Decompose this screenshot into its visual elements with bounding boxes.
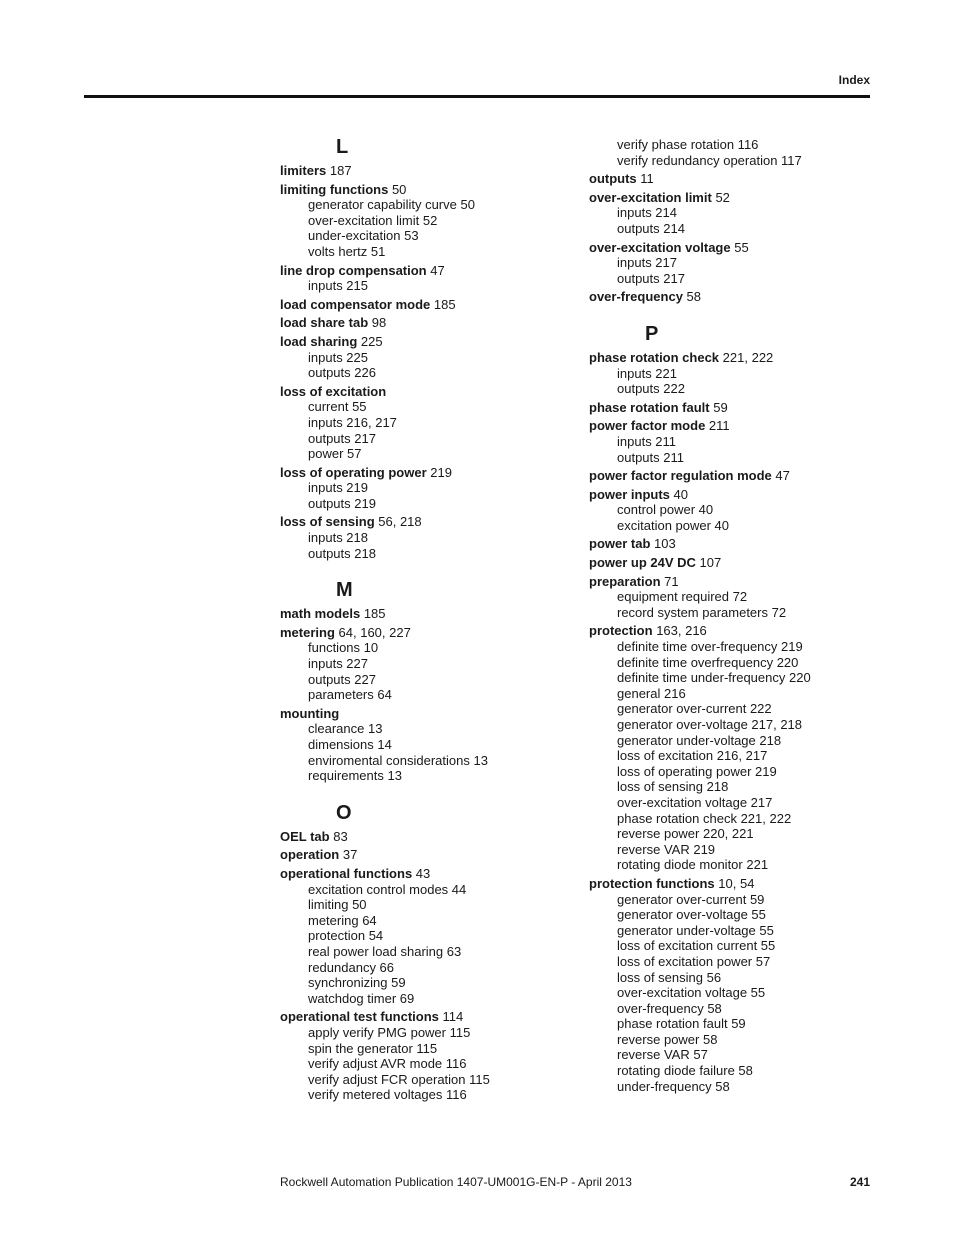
index-entry	[589, 418, 869, 434]
running-header: Index	[838, 73, 870, 87]
index-term: power up 24V DC	[589, 555, 696, 571]
index-pages: 43	[415, 865, 431, 881]
index-subentry: real power load sharing 63	[308, 943, 462, 959]
index-subentry: under-excitation 53	[308, 228, 419, 244]
index-subentry: generator over-current 222	[617, 701, 772, 717]
section-letter: P	[645, 322, 659, 345]
index-term: power factor mode	[589, 418, 706, 434]
index-subentry: over-excitation voltage 217	[617, 794, 773, 810]
index-term: mounting	[280, 705, 340, 721]
index-entry	[589, 171, 869, 187]
index-subentry: loss of excitation 216, 217	[617, 748, 768, 764]
index-term: protection	[589, 623, 653, 639]
index-entry	[280, 315, 560, 331]
index-entry	[589, 487, 869, 503]
index-subentry: enviromental considerations 13	[308, 752, 488, 768]
index-entry	[280, 334, 560, 350]
index-subentry: excitation control modes 44	[308, 881, 467, 897]
index-subentry: generator under-voltage 218	[617, 732, 782, 748]
index-entry	[589, 190, 869, 206]
index-subentry: apply verify PMG power 115	[308, 1024, 471, 1040]
index-subentry: inputs 211	[617, 433, 677, 449]
index-term: loss of excitation	[280, 383, 387, 399]
index-subentry: protection 54	[308, 928, 384, 944]
index-pages: 55	[734, 239, 749, 255]
index-subentry: generator over-voltage 55	[617, 907, 766, 923]
index-pages: 47	[430, 262, 445, 278]
index-term: power factor regulation mode	[589, 468, 772, 484]
index-pages: 163, 216	[656, 623, 707, 639]
index-term: load compensator mode	[280, 296, 431, 312]
index-entry	[589, 555, 869, 571]
index-subentry: outputs 218	[308, 545, 376, 561]
index-subentry: loss of sensing 218	[617, 779, 729, 795]
section-letter: L	[336, 136, 349, 158]
index-subentry: inputs 216, 217	[308, 414, 397, 430]
index-entry	[589, 876, 869, 892]
index-subentry: general 216	[617, 685, 686, 701]
index-entry	[589, 350, 869, 366]
index-pages: 225	[360, 333, 383, 349]
index-term: load share tab	[280, 315, 369, 331]
index-subentry: over-excitation voltage 55	[617, 985, 766, 1001]
index-subentry: verify adjust AVR mode 116	[308, 1056, 467, 1072]
index-term: over-excitation voltage	[589, 239, 731, 255]
index-subentry: inputs 214	[617, 205, 677, 221]
index-subentry: outputs 226	[308, 365, 376, 381]
index-subentry: inputs 227	[308, 656, 368, 672]
index-pages: 50	[391, 181, 407, 197]
index-term: limiting functions	[280, 181, 389, 197]
index-subentry: loss of operating power 219	[617, 763, 777, 779]
index-subentry: generator under-voltage 55	[617, 922, 774, 938]
index-subentry: requirements 13	[308, 768, 402, 784]
index-subentry: spin the generator 115	[308, 1040, 438, 1056]
index-subentry: generator capability curve 50	[308, 197, 475, 213]
index-pages: 187	[329, 163, 352, 178]
index-pages: 47	[775, 468, 790, 484]
index-subentry: parameters 64	[308, 687, 392, 703]
index-term: power tab	[589, 536, 651, 552]
index-subentry: record system parameters 72	[617, 604, 787, 620]
index-term: loss of sensing	[280, 514, 375, 530]
index-subentry: rotating diode monitor 221	[617, 857, 769, 873]
index-subentry: outputs 214	[617, 220, 685, 236]
index-pages: 52	[715, 189, 730, 205]
index-subentry: metering 64	[308, 912, 377, 928]
index-pages: 221, 222	[722, 349, 774, 365]
index-term: OEL tab	[280, 828, 330, 844]
index-subentry: over-excitation limit 52	[308, 212, 438, 228]
index-pages: 58	[686, 289, 702, 305]
index-term: limiters	[280, 163, 327, 178]
index-subentry: redundancy 66	[308, 959, 395, 975]
index-subentry: current 55	[308, 399, 367, 415]
index-term: operation	[280, 847, 340, 863]
index-subentry: outputs 211	[617, 449, 684, 465]
index-term: outputs	[589, 171, 637, 187]
index-term: loss of operating power	[280, 464, 427, 480]
index-subentry-continued: verify phase rotation 116	[617, 137, 759, 152]
section-letter: M	[336, 579, 353, 602]
index-subentry: outputs 219	[308, 495, 376, 511]
index-term: protection functions	[589, 875, 715, 891]
index-subentry: functions 10	[308, 640, 379, 656]
section-letter: O	[336, 801, 352, 824]
header-rule	[84, 95, 870, 98]
page-number: 241	[849, 1175, 870, 1189]
index-entry	[589, 623, 869, 639]
index-subentry: inputs 218	[308, 530, 368, 546]
index-subentry: outputs 222	[617, 381, 685, 397]
index-entry	[280, 465, 560, 481]
index-subentry: over-frequency 58	[617, 1000, 722, 1016]
index-subentry: limiting 50	[308, 897, 367, 913]
index-subentry: generator over-voltage 217, 218	[617, 717, 803, 732]
index-subentry: inputs 219	[308, 480, 368, 496]
index-term: line drop compensation	[280, 262, 427, 278]
index-entry	[280, 706, 560, 722]
index-pages: 114	[442, 1009, 464, 1025]
index-pages: 185	[433, 296, 456, 312]
index-pages: 83	[333, 828, 348, 844]
index-subentry: definite time overfrequency 220	[617, 654, 799, 670]
index-pages: 107	[699, 555, 722, 571]
index-subentry: generator over-current 59	[617, 891, 765, 907]
index-entry	[589, 536, 869, 552]
index-pages: 71	[664, 573, 679, 589]
index-subentry: loss of excitation power 57	[617, 953, 771, 969]
index-pages: 103	[654, 536, 676, 552]
index-subentry: reverse power 58	[617, 1031, 718, 1047]
index-subentry: excitation power 40	[617, 517, 730, 533]
index-term: operational test functions	[280, 1009, 439, 1025]
index-subentry: rotating diode failure 58	[617, 1063, 753, 1079]
index-term: preparation	[589, 573, 661, 589]
index-pages: 64, 160, 227	[338, 624, 411, 640]
index-subentry: phase rotation fault 59	[617, 1016, 746, 1032]
index-pages: 59	[713, 399, 728, 415]
index-term: phase rotation fault	[589, 399, 710, 415]
index-subentry: volts hertz 51	[308, 243, 386, 259]
index-entry	[589, 289, 869, 305]
index-subentry: reverse VAR 57	[617, 1047, 708, 1063]
index-entry	[280, 514, 560, 530]
index-entry	[280, 263, 560, 279]
index-subentry: reverse power 220, 221	[617, 826, 754, 842]
index-term: over-frequency	[589, 289, 683, 305]
index-entry	[589, 468, 869, 484]
index-pages: 219	[430, 464, 452, 480]
index-subentry: reverse VAR 219	[617, 841, 716, 857]
index-term: load sharing	[280, 333, 358, 349]
index-pages: 185	[363, 606, 386, 622]
index-pages: 37	[342, 847, 358, 863]
index-entry	[589, 240, 869, 256]
index-subentry: phase rotation check 221, 222	[617, 810, 792, 826]
index-section	[589, 171, 869, 305]
index-pages: 11	[640, 171, 654, 187]
index-section	[280, 136, 560, 561]
index-subentry: inputs 225	[308, 349, 368, 365]
index-column-right	[589, 137, 869, 1112]
index-entry	[280, 1009, 560, 1025]
index-entry	[280, 625, 560, 641]
index-subentry: outputs 227	[308, 671, 376, 687]
index-section	[589, 323, 869, 1094]
index-term: over-excitation limit	[589, 189, 712, 205]
index-subentry: clearance 13	[308, 721, 383, 737]
index-entry	[280, 606, 560, 622]
index-entry	[280, 866, 560, 882]
index-subentry: dimensions 14	[308, 737, 392, 752]
index-subentry: control power 40	[617, 502, 714, 518]
index-term: operational functions	[280, 865, 413, 881]
index-entry	[280, 384, 560, 400]
index-entry	[280, 847, 560, 863]
index-subentry: inputs 221	[617, 365, 677, 381]
index-subentry: verify adjust FCR operation 115	[308, 1071, 490, 1087]
index-subentry: verify metered voltages 116	[308, 1087, 467, 1103]
index-subentry: synchronizing 59	[308, 975, 406, 991]
index-pages: 40	[673, 486, 688, 502]
index-pages: 211	[708, 418, 730, 434]
index-subentry: outputs 217	[617, 270, 685, 286]
index-entry	[280, 163, 560, 179]
index-subentry: inputs 217	[617, 255, 677, 271]
index-subentry: loss of excitation current 55	[617, 938, 776, 954]
index-entry	[280, 297, 560, 313]
index-pages: 10, 54	[718, 875, 755, 891]
index-term: metering	[280, 624, 335, 640]
index-subentry: equipment required 72	[617, 589, 748, 605]
index-term: math models	[280, 606, 361, 622]
index-column-left	[280, 136, 560, 1121]
publication-info: Rockwell Automation Publication 1407-UM001G-EN-P - April 2013	[280, 1175, 632, 1189]
index-term: phase rotation check	[589, 349, 720, 365]
index-subentry: outputs 217	[308, 430, 376, 446]
index-subentry: under-frequency 58	[617, 1078, 730, 1094]
index-pages: 98	[371, 315, 387, 331]
index-subentry: power 57	[308, 446, 362, 462]
index-subentry: loss of sensing 56	[617, 969, 722, 985]
index-entry	[280, 182, 560, 198]
index-entry	[589, 574, 869, 590]
index-subentry: definite time over-frequency 219	[617, 639, 803, 655]
index-section	[280, 579, 560, 784]
index-subentry: watchdog timer 69	[308, 990, 415, 1006]
index-subentry: inputs 215	[308, 278, 368, 294]
index-term: power inputs	[589, 486, 670, 502]
index-section	[280, 802, 560, 1103]
index-pages: 56, 218	[378, 514, 422, 530]
index-entry	[589, 400, 869, 416]
index-entry	[280, 829, 560, 845]
index-subentry-continued: verify redundancy operation 117	[617, 152, 802, 168]
index-subentry: definite time under-frequency 220	[617, 670, 811, 686]
